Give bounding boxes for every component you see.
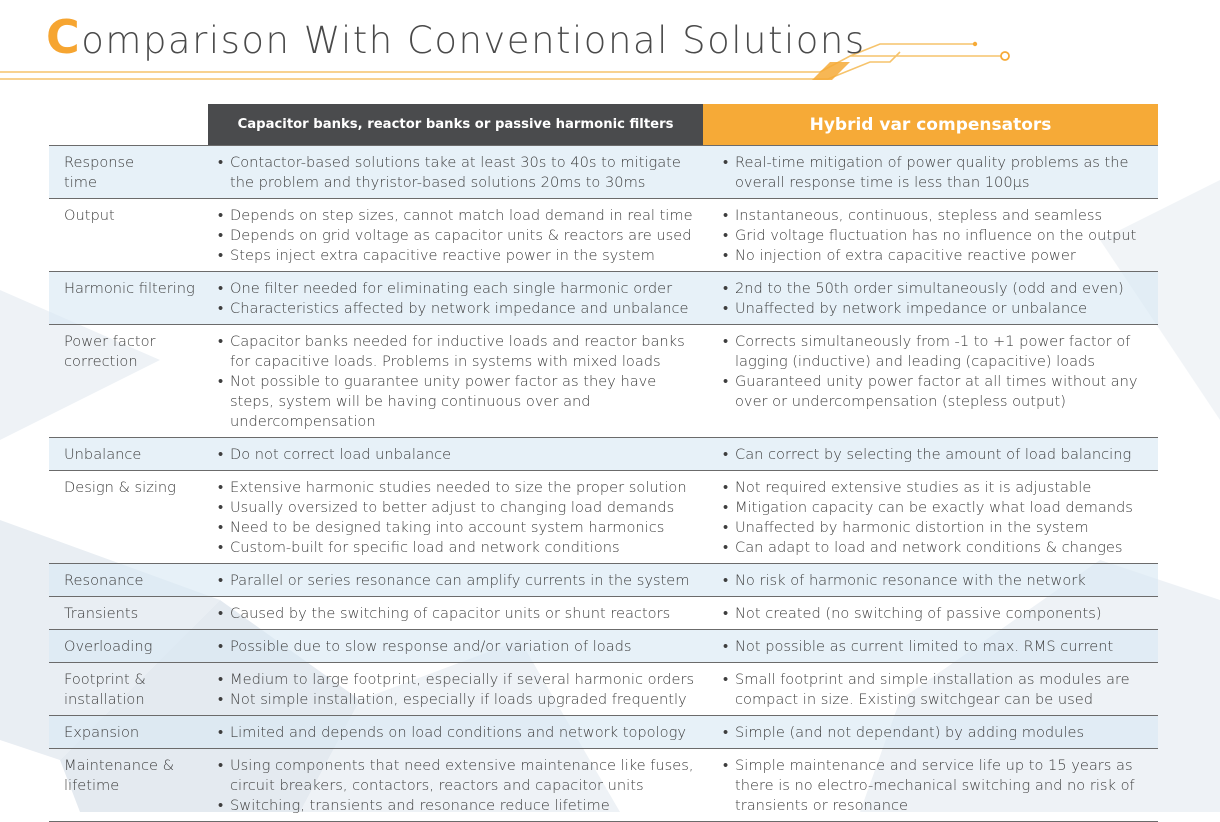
bullet-item: • Steps inject extra capacitive reactive power in the system bbox=[217, 246, 703, 266]
hybrid-bullet-list bbox=[722, 478, 1158, 558]
conventional-bullet-list bbox=[217, 206, 703, 266]
bullet-item: • Simple (and not dependant) by adding modules bbox=[722, 723, 1158, 743]
bullet-item: • Using components that need extensive maintenance like fuses, circuit breakers, contactors, reactors and capacitor units bbox=[217, 756, 703, 796]
table-row bbox=[49, 564, 1158, 597]
hybrid-cell bbox=[703, 663, 1158, 716]
title-text: omparison With Conventional Solutions bbox=[81, 19, 866, 62]
bullet-item: • No risk of harmonic resonance with the network bbox=[722, 571, 1158, 591]
page-title bbox=[46, 10, 866, 64]
table-row bbox=[49, 199, 1158, 272]
bullet-item: • Unaffected by harmonic distortion in the system bbox=[722, 518, 1158, 538]
comparison-table bbox=[49, 104, 1158, 822]
bullet-item: • Corrects simultaneously from -1 to +1 power factor of lagging (inductive) and leading (capacitive) loads bbox=[722, 332, 1158, 372]
conventional-bullet-list bbox=[217, 153, 703, 193]
hybrid-cell bbox=[703, 272, 1158, 325]
header-conventional: Capacitor banks, reactor banks or passive harmonic filters bbox=[208, 104, 703, 146]
bullet-item: • Extensive harmonic studies needed to size the proper solution bbox=[217, 478, 703, 498]
bullet-item: • Real-time mitigation of power quality problems as the overall response time is less than 100µs bbox=[722, 153, 1158, 193]
hybrid-bullet-list bbox=[722, 604, 1158, 624]
row-label-line: installation bbox=[64, 691, 145, 708]
conventional-cell bbox=[208, 716, 703, 749]
header-hybrid: Hybrid var compensators bbox=[703, 104, 1158, 146]
conventional-cell bbox=[208, 663, 703, 716]
conventional-cell bbox=[208, 471, 703, 564]
bullet-item: • Guaranteed unity power factor at all times without any over or undercompensation (stepless output) bbox=[722, 372, 1158, 412]
bullet-item: • Medium to large footprint, especially if several harmonic orders bbox=[217, 670, 703, 690]
conventional-cell bbox=[208, 272, 703, 325]
bullet-item: • Switching, transients and resonance reduce lifetime bbox=[217, 796, 703, 816]
row-label-line: Resonance bbox=[64, 572, 144, 589]
row-label-line: time bbox=[64, 174, 97, 191]
row-label bbox=[49, 663, 208, 716]
table-row bbox=[49, 272, 1158, 325]
row-label-line: Harmonic filtering bbox=[64, 280, 195, 297]
row-label-line: Transients bbox=[64, 605, 139, 622]
hybrid-bullet-list bbox=[722, 637, 1158, 657]
hybrid-bullet-list bbox=[722, 756, 1158, 816]
bullet-item: • Need to be designed taking into account system harmonics bbox=[217, 518, 703, 538]
row-label bbox=[49, 272, 208, 325]
table-row bbox=[49, 438, 1158, 471]
row-label bbox=[49, 716, 208, 749]
row-label-line: Footprint & bbox=[64, 671, 146, 688]
conventional-cell bbox=[208, 749, 703, 822]
conventional-cell bbox=[208, 325, 703, 438]
row-label bbox=[49, 146, 208, 199]
hybrid-cell bbox=[703, 597, 1158, 630]
conventional-bullet-list bbox=[217, 670, 703, 710]
hybrid-cell bbox=[703, 199, 1158, 272]
hybrid-cell bbox=[703, 630, 1158, 663]
hybrid-bullet-list bbox=[722, 153, 1158, 193]
row-label-line: correction bbox=[64, 353, 138, 370]
bullet-item: • Limited and depends on load conditions and network topology bbox=[217, 723, 703, 743]
bullet-item: • Do not correct load unbalance bbox=[217, 445, 703, 465]
table-row bbox=[49, 749, 1158, 822]
bullet-item: • 2nd to the 50th order simultaneously (odd and even) bbox=[722, 279, 1158, 299]
hybrid-bullet-list bbox=[722, 670, 1158, 710]
row-label-line: Overloading bbox=[64, 638, 153, 655]
table-row bbox=[49, 630, 1158, 663]
table-header-row bbox=[49, 104, 1158, 146]
hybrid-bullet-list bbox=[722, 445, 1158, 465]
conventional-bullet-list bbox=[217, 445, 703, 465]
hybrid-bullet-list bbox=[722, 332, 1158, 412]
table-row bbox=[49, 146, 1158, 199]
row-label-line: Power factor bbox=[64, 333, 156, 350]
bullet-item: • Depends on step sizes, cannot match load demand in real time bbox=[217, 206, 703, 226]
row-label-line: lifetime bbox=[64, 777, 120, 794]
row-label bbox=[49, 749, 208, 822]
header-empty-cell bbox=[49, 104, 208, 146]
hybrid-cell bbox=[703, 146, 1158, 199]
table-row bbox=[49, 471, 1158, 564]
conventional-bullet-list bbox=[217, 332, 703, 432]
bullet-item: • Parallel or series resonance can amplify currents in the system bbox=[217, 571, 703, 591]
bullet-item: • Caused by the switching of capacitor units or shunt reactors bbox=[217, 604, 703, 624]
conventional-bullet-list bbox=[217, 571, 703, 591]
bullet-item: • Contactor-based solutions take at least 30s to 40s to mitigate the problem and thyristor-based solutions 20ms to 30ms bbox=[217, 153, 703, 193]
conventional-cell bbox=[208, 146, 703, 199]
row-label bbox=[49, 597, 208, 630]
conventional-cell bbox=[208, 564, 703, 597]
bullet-item: • Not required extensive studies as it is adjustable bbox=[722, 478, 1158, 498]
conventional-bullet-list bbox=[217, 604, 703, 624]
comparison-table-wrapper bbox=[49, 104, 1158, 822]
bullet-item: • Capacitor banks needed for inductive loads and reactor banks for capacitive loads. Problems in systems with mixed loads bbox=[217, 332, 703, 372]
hybrid-bullet-list bbox=[722, 723, 1158, 743]
hybrid-cell bbox=[703, 749, 1158, 822]
row-label-line: Response bbox=[64, 154, 135, 171]
bullet-item: • Small footprint and simple installation as modules are compact in size. Existing switchgear can be used bbox=[722, 670, 1158, 710]
bullet-item: • Grid voltage fluctuation has no influence on the output bbox=[722, 226, 1158, 246]
row-label bbox=[49, 564, 208, 597]
hybrid-bullet-list bbox=[722, 571, 1158, 591]
table-row bbox=[49, 716, 1158, 749]
hybrid-bullet-list bbox=[722, 279, 1158, 319]
conventional-cell bbox=[208, 630, 703, 663]
bullet-item: • Not simple installation, especially if loads upgraded frequently bbox=[217, 690, 703, 710]
conventional-bullet-list bbox=[217, 279, 703, 319]
bullet-item: • Custom-built for specific load and network conditions bbox=[217, 538, 703, 558]
conventional-bullet-list bbox=[217, 637, 703, 657]
table-row bbox=[49, 663, 1158, 716]
bullet-item: • Usually oversized to better adjust to changing load demands bbox=[217, 498, 703, 518]
bullet-item: • Depends on grid voltage as capacitor units & reactors are used bbox=[217, 226, 703, 246]
row-label bbox=[49, 199, 208, 272]
bullet-item: • Not possible as current limited to max. RMS current bbox=[722, 637, 1158, 657]
conventional-cell bbox=[208, 597, 703, 630]
table-row bbox=[49, 597, 1158, 630]
title-initial: C bbox=[46, 10, 82, 64]
row-label-line: Maintenance & bbox=[64, 757, 175, 774]
circuit-node-icon bbox=[1001, 52, 1009, 60]
bullet-item: • Characteristics affected by network impedance and unbalance bbox=[217, 299, 703, 319]
row-label-line: Unbalance bbox=[64, 446, 142, 463]
bullet-item: • Not possible to guarantee unity power factor as they have steps, system will be having continuous over and undercompensation bbox=[217, 372, 703, 432]
hybrid-bullet-list bbox=[722, 206, 1158, 266]
bullet-item: • One filter needed for eliminating each single harmonic order bbox=[217, 279, 703, 299]
hybrid-cell bbox=[703, 325, 1158, 438]
bullet-item: • Can adapt to load and network conditions & changes bbox=[722, 538, 1158, 558]
conventional-bullet-list bbox=[217, 478, 703, 558]
row-label bbox=[49, 438, 208, 471]
hybrid-cell bbox=[703, 471, 1158, 564]
conventional-bullet-list bbox=[217, 723, 703, 743]
bullet-item: • Possible due to slow response and/or variation of loads bbox=[217, 637, 703, 657]
conventional-cell bbox=[208, 438, 703, 471]
table-row bbox=[49, 325, 1158, 438]
row-label-line: Expansion bbox=[64, 724, 140, 741]
row-label-line: Design & sizing bbox=[64, 479, 176, 496]
bullet-item: • Instantaneous, continuous, stepless and seamless bbox=[722, 206, 1158, 226]
row-label bbox=[49, 471, 208, 564]
title-underline-accent bbox=[812, 62, 850, 80]
conventional-cell bbox=[208, 199, 703, 272]
conventional-bullet-list bbox=[217, 756, 703, 816]
hybrid-cell bbox=[703, 716, 1158, 749]
bullet-item: • Mitigation capacity can be exactly what load demands bbox=[722, 498, 1158, 518]
row-label-line: Output bbox=[64, 207, 115, 224]
hybrid-cell bbox=[703, 564, 1158, 597]
row-label bbox=[49, 630, 208, 663]
bullet-item: • Unaffected by network impedance or unbalance bbox=[722, 299, 1158, 319]
row-label bbox=[49, 325, 208, 438]
hybrid-cell bbox=[703, 438, 1158, 471]
bullet-item: • Not created (no switching of passive components) bbox=[722, 604, 1158, 624]
bullet-item: • No injection of extra capacitive reactive power bbox=[722, 246, 1158, 266]
bullet-item: • Simple maintenance and service life up to 15 years as there is no electro-mechanical switching and no risk of transients or resonance bbox=[722, 756, 1158, 816]
bullet-item: • Can correct by selecting the amount of load balancing bbox=[722, 445, 1158, 465]
